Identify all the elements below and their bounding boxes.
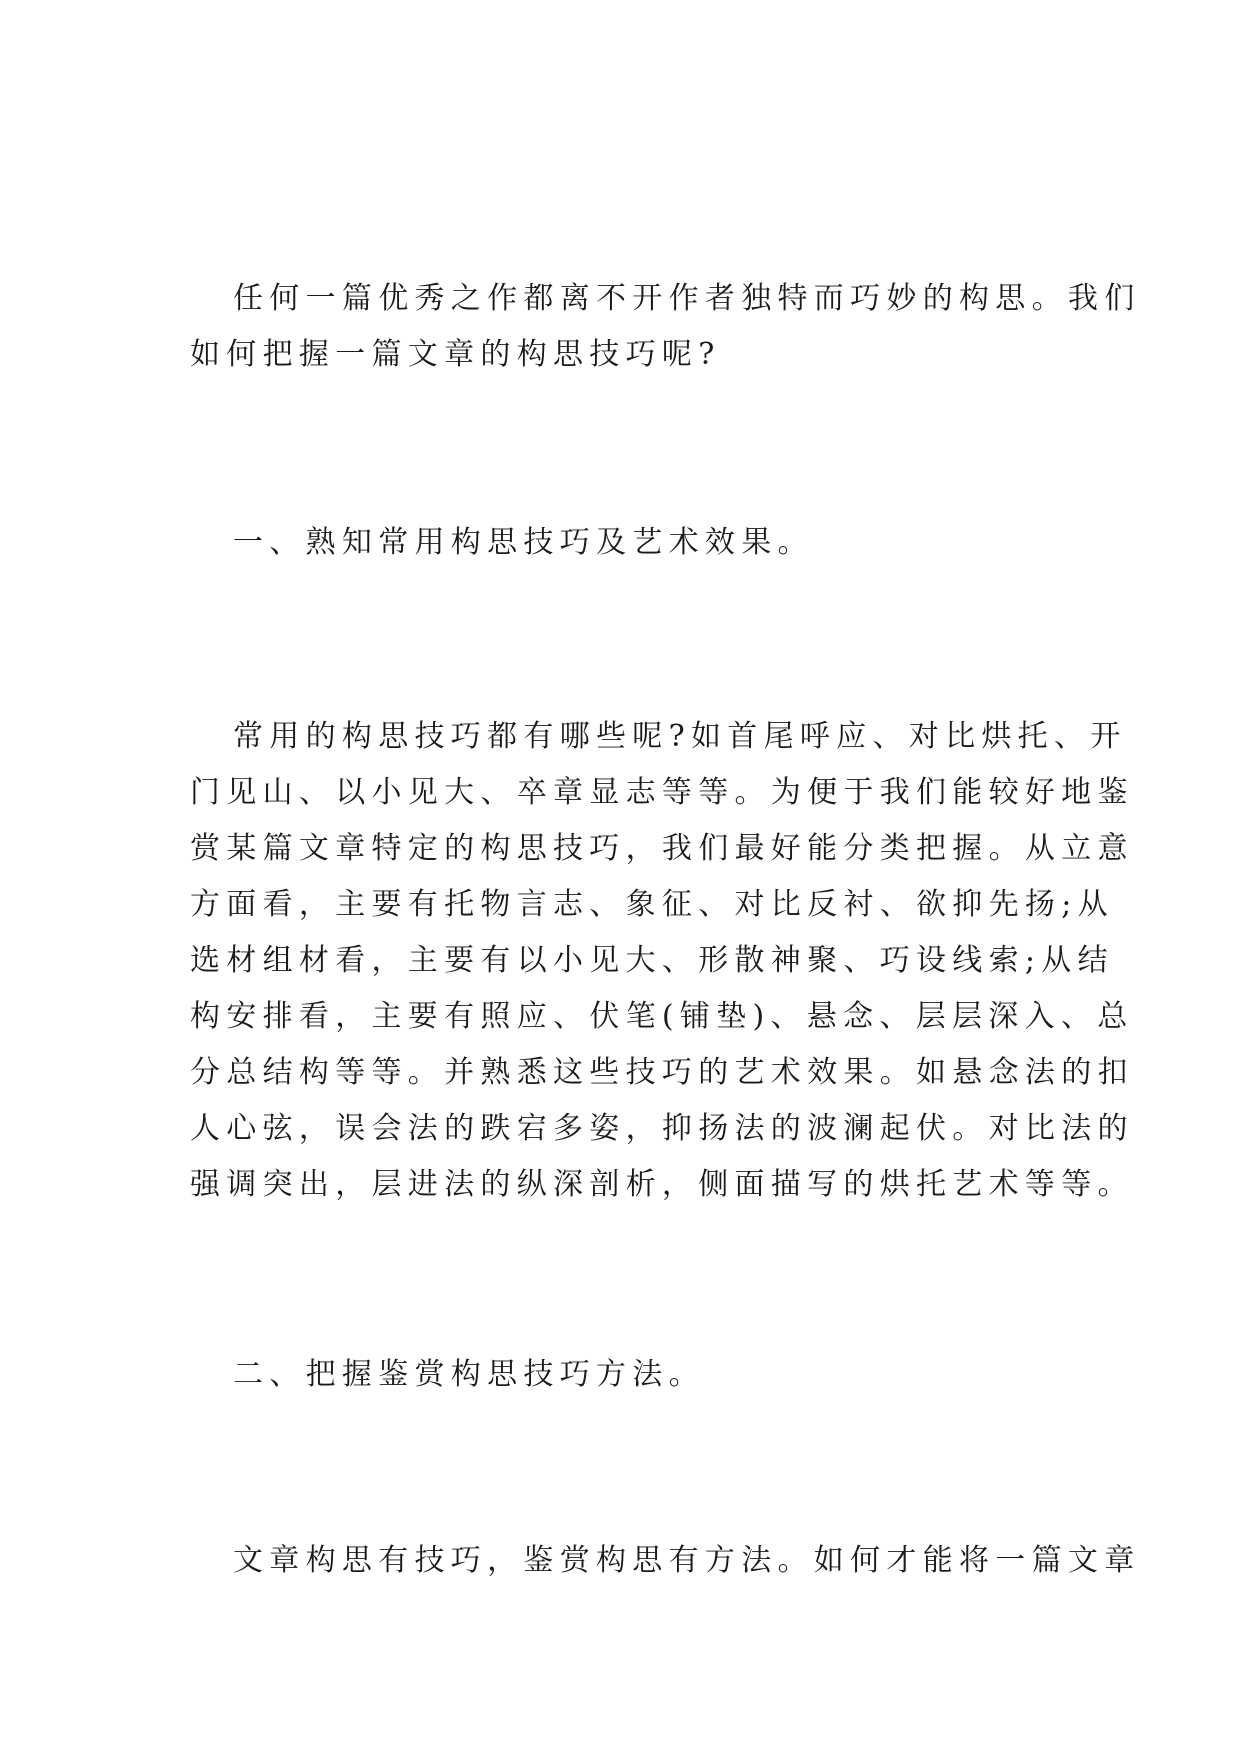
section-heading-2	[190, 1347, 1070, 1403]
paragraph-line: 门见山、以小见大、卒章显志等等。为便于我们能较好地鉴	[190, 775, 1134, 810]
paragraph-spacer	[190, 1403, 1070, 1533]
section-heading-1	[190, 515, 1070, 571]
paragraph-spacer	[190, 383, 1070, 515]
document-body	[190, 271, 1141, 1589]
paragraph-spacer	[190, 1213, 1070, 1347]
intro-paragraph	[190, 271, 1141, 383]
paragraph-line: 方面看，主要有托物言志、象征、对比反衬、欲抑先扬;从	[190, 887, 1114, 922]
paragraph-line: 构安排看，主要有照应、伏笔(铺垫)、悬念、层层深入、总	[190, 999, 1134, 1034]
heading-text: 一、熟知常用构思技巧及艺术效果。	[233, 525, 814, 560]
techniques-paragraph	[190, 709, 1134, 1213]
paragraph-line: 分总结构等等。并熟悉这些技巧的艺术效果。如悬念法的扣	[190, 1055, 1134, 1090]
paragraph-line: 强调突出，层进法的纵深剖析，侧面描写的烘托艺术等等。	[190, 1167, 1134, 1202]
paragraph-line: 文章构思有技巧，鉴赏构思有方法。如何才能将一篇文章	[233, 1543, 1141, 1578]
paragraph-line: 如何把握一篇文章的构思技巧呢?	[190, 337, 721, 372]
paragraph-line: 选材组材看，主要有以小见大、形散神聚、巧设线索;从结	[190, 943, 1114, 978]
paragraph-line: 常用的构思技巧都有哪些呢?如首尾呼应、对比烘托、开	[233, 719, 1127, 754]
paragraph-spacer	[190, 571, 1070, 709]
paragraph-line: 赏某篇文章特定的构思技巧，我们最好能分类把握。从立意	[190, 831, 1134, 866]
heading-text: 二、把握鉴赏构思技巧方法。	[233, 1357, 705, 1392]
method-paragraph	[190, 1533, 1141, 1589]
paragraph-line: 人心弦，误会法的跌宕多姿，抑扬法的波澜起伏。对比法的	[190, 1111, 1134, 1146]
paragraph-line: 任何一篇优秀之作都离不开作者独特而巧妙的构思。我们	[233, 281, 1141, 316]
